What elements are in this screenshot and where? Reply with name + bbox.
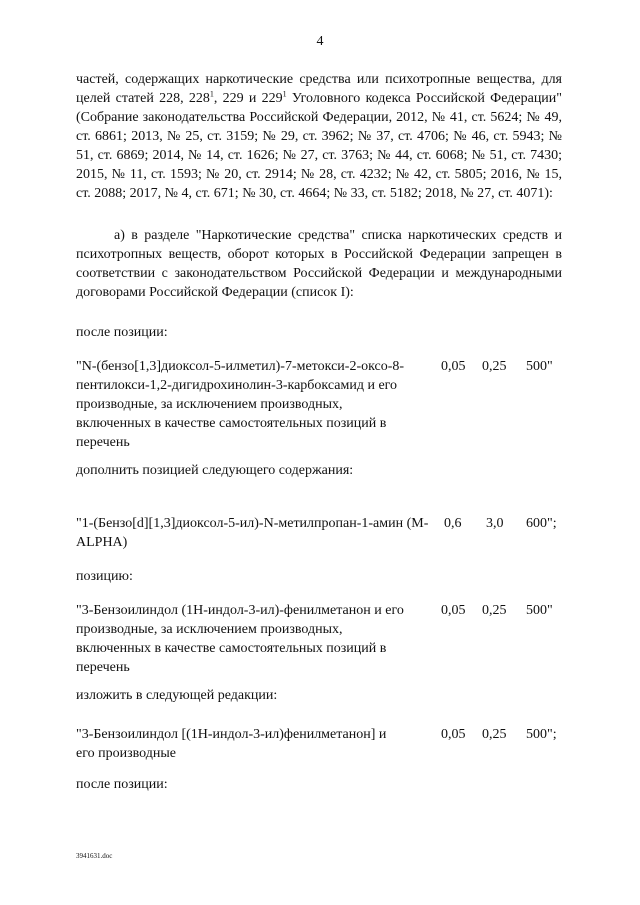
intro-superscript-2: 1 — [282, 89, 287, 99]
intro-superscript-1: 1 — [209, 89, 214, 99]
page-number: 4 — [316, 34, 324, 49]
footer-filename: 3941631.doc — [76, 852, 113, 860]
value-column-2: 3,0 — [486, 516, 504, 531]
value-column-2: 0,25 — [482, 603, 507, 618]
intro-text-1: частей, содержащих наркотические средства или психотропные вещества, для целей статей 228, 228 — [76, 72, 562, 106]
intro-paragraph — [76, 70, 562, 203]
value-column-2: 0,25 — [482, 359, 507, 374]
intro-text-3: Уголовного кодекса Российской Федерации" (Собрание законодательства Российской Федерации, 2012, № 41, ст. 5624; № 49, ст. 6861; 2013, № 25, ст. 3159; № 29, ст. 3962; № 37, ст. 4706; № 46, ст. 5943; № 51, ст. 6869; 2014, № 14, ст. 1626; № 27, ст. 3763; № 44, ст. 6068; № 51, ст. 7430; 2015, № 11, ст. 1593; № 20, ст. 2914; № 28, ст. 4232; № 42, ст. 5805; 2016, № 15, ст. 2088; 2017, № 4, ст. 671; № 30, ст. 4664; № 33, ст. 5182; 2018, № 27, ст. 4071): — [76, 91, 563, 201]
after-position-label-1: после позиции: — [76, 325, 168, 340]
value-column-1: 0,05 — [441, 603, 466, 618]
substance-name: "1-(Бензо[d][1,3]диоксол-5-ил)-N-метилпропан-1-амин (M-ALPHA) — [76, 516, 429, 550]
substance-name: "3-Бензоилиндол [(1Н-индол-3-ил)фенилметанон] и его производные — [76, 727, 387, 761]
table-row-entry-2 — [76, 514, 562, 552]
value-column-3: 500" — [526, 359, 553, 374]
item-a-paragraph: а) в разделе "Наркотические средства" списка наркотических средств и психотропных веществ, оборот которых в Российской Федерации запрещен в соответствии с законодательством Российской Федерации и международными договорами Российской Федерации (список I): — [76, 228, 562, 300]
substance-name: "3-Бензоилиндол (1Н-индол-3-ил)-фенилметанон и его производные, за исключением производных, включенных в качестве самостоятельных позиций в перечень — [76, 603, 404, 675]
value-column-3: 500" — [526, 603, 553, 618]
table-row-entry-4 — [76, 725, 562, 763]
restate-label: изложить в следующей редакции: — [76, 688, 278, 703]
value-column-1: 0,05 — [441, 727, 466, 742]
table-row-entry-3 — [76, 601, 562, 677]
supplement-label: дополнить позицией следующего содержания: — [76, 463, 354, 478]
position-label: позицию: — [76, 569, 133, 584]
after-position-label-2: после позиции: — [76, 777, 168, 792]
substance-name: "N-(бензо[1,3]диоксол-5-илметил)-7-метокси-2-оксо-8-пентилокси-1,2-дигидрохинолин-3-карбоксамид и его производные, за исключением производных, включенных в качестве самостоятельных позиций в перечень — [76, 359, 405, 450]
value-column-1: 0,6 — [444, 516, 462, 531]
value-column-1: 0,05 — [441, 359, 466, 374]
table-row-entry-1 — [76, 357, 562, 452]
value-column-2: 0,25 — [482, 727, 507, 742]
value-column-3: 600"; — [526, 516, 557, 531]
value-column-3: 500"; — [526, 727, 557, 742]
intro-text-2: , 229 и 229 — [213, 91, 283, 106]
